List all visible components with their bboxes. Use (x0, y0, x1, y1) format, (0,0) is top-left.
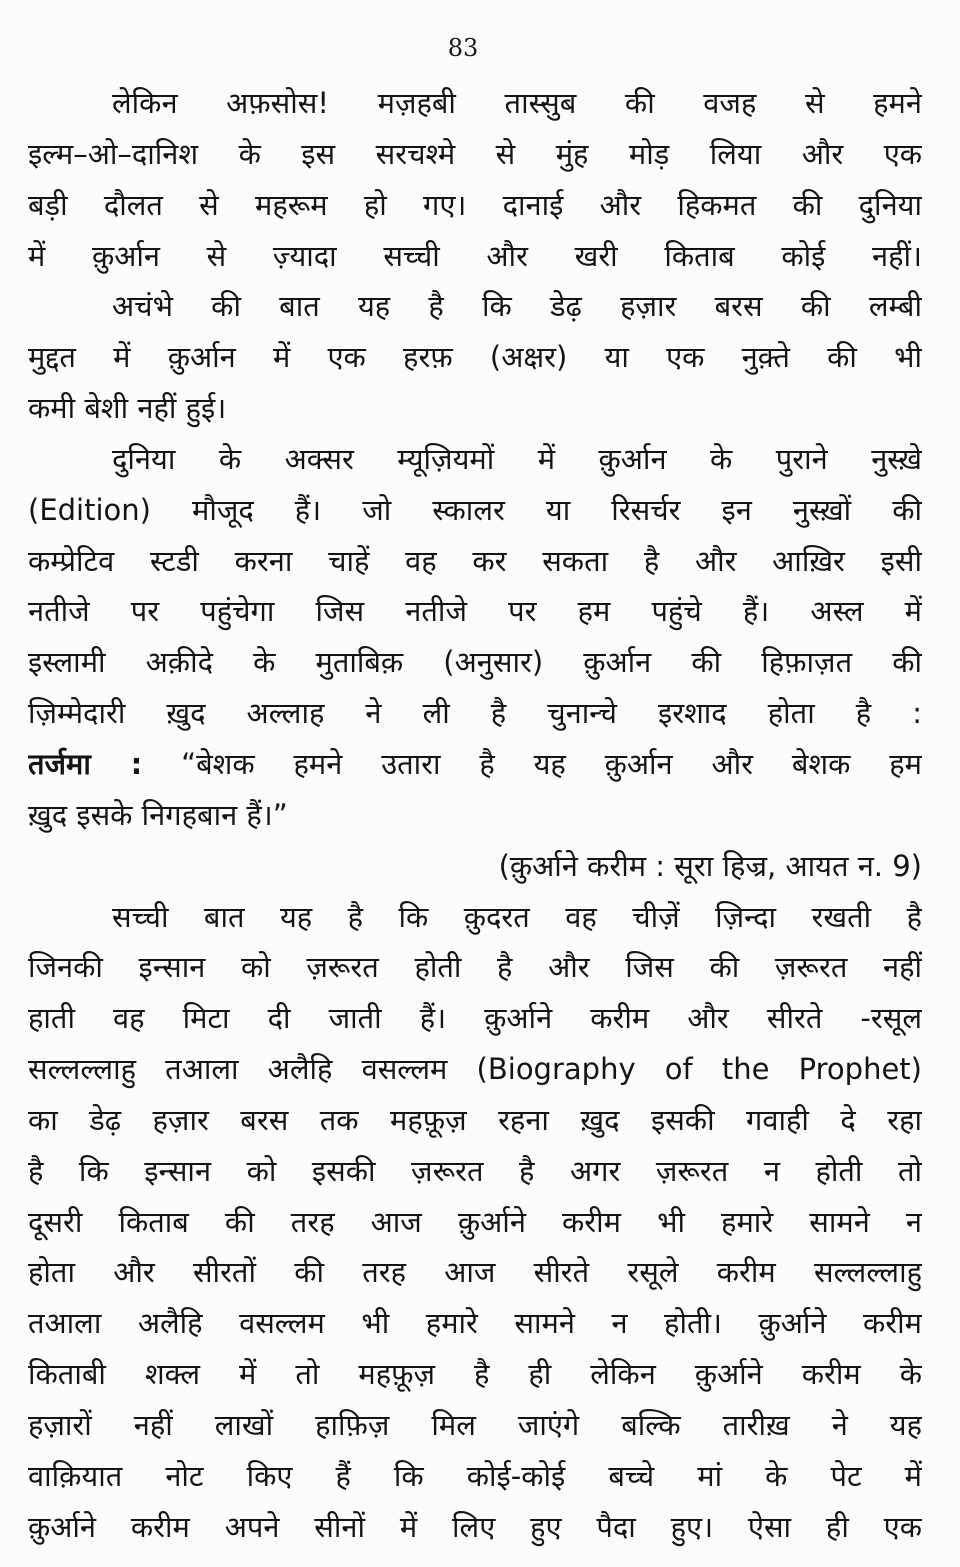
text-line: लेकिन अफ़सोस! मज़हबी तास्सुब की वजह से हमने (112, 86, 922, 120)
page-body (28, 78, 922, 1552)
text-line: सल्लल्लाहु तआला अलैहि वसल्लम (Biography of the Prophet) (28, 1052, 922, 1087)
text-line: कम्प्रेटिव स्टडी करना चाहें वह कर सकता है और आख़िर इसी (28, 543, 922, 578)
text-line: दूसरी किताब की तरह आज क़ुर्आने करीम भी हमारे सामने न (28, 1204, 922, 1239)
paragraph (28, 78, 922, 281)
text-line: इल्म–ओ–दानिश के इस सरचश्मे से मुंह मोड़ लिया और एक (28, 136, 922, 171)
text-line: ज़िम्मेदारी ख़ुद अल्लाह ने ली है चुनान्चे इरशाद होता है : (28, 696, 922, 731)
text-line: मुद्दत में क़ुर्आन में एक हरफ़ (अक्षर) या एक नुक़्ते की भी (28, 340, 922, 375)
quote-line: ख़ुद इसके निगहबान हैं।” (28, 797, 288, 832)
quote-line (28, 739, 922, 790)
text-line: हाती वह मिटा दी जाती हैं। क़ुर्आने करीम और सीरते -रसूल (28, 1001, 922, 1036)
paragraph (28, 281, 922, 434)
text-line: किताबी शक्ल में तो महफ़ूज़ है ही लेकिन क़ुर्आने करीम के (28, 1357, 922, 1392)
text-line: में क़ुर्आन से ज़्यादा सच्ची और खरी किताब कोई नहीं। (28, 238, 922, 273)
text-line: (Edition) मौजूद हैं। जो स्कालर या रिसर्चर इन नुस्ख़ों की (28, 492, 922, 527)
text-line: सच्ची बात यह है कि क़ुदरत वह चीज़ें ज़िन्दा रखती है (112, 899, 922, 934)
quran-citation: (क़ुर्आने करीम : सूरा हिज्र, आयत न. 9) (498, 848, 922, 883)
text-line: नतीजे पर पहुंचेगा जिस नतीजे पर हम पहुंचे हैं। अस्ल में (28, 594, 922, 629)
text-line: क़ुर्आने करीम अपने सीनों में लिए हुए पैदा हुए। ऐसा ही एक (28, 1509, 922, 1544)
text-line: बड़ी दौलत से महरूम हो गए। दानाई और हिकमत की दुनिया (28, 187, 922, 222)
text-line: वाक़ियात नोट किए हैं कि कोई-कोई बच्चे मां के पेट में (28, 1458, 922, 1493)
text-line: अचंभे की बात यह है कि डेढ़ हज़ार बरस की लम्बी (112, 289, 922, 324)
paragraph (28, 434, 922, 739)
page-number: 83 (447, 34, 479, 62)
text-line: इस्लामी अक़ीदे के मुताबिक़ (अनुसार) क़ुर्आन की हिफ़ाज़त की (28, 645, 922, 680)
translation-label: तर्जमा : (28, 746, 143, 781)
text-line: है कि इन्सान को इसकी ज़रूरत है अगर ज़रूरत न होती तो (28, 1153, 922, 1188)
text-line: दुनिया के अक्सर म्यूज़ियमों में क़ुर्आन के पुराने नुस्ख़े (112, 441, 922, 476)
text-line: हज़ारों नहीं लाखों हाफ़िज़ मिल जाएंगे बल्कि तारीख़ ने यह (28, 1407, 922, 1442)
text-line: का डेढ़ हज़ार बरस तक महफ़ूज़ रहना ख़ुद इसकी गवाही दे रहा (28, 1102, 922, 1137)
translation-quote (28, 739, 922, 892)
quote-text: “बेशक हमने उतारा है यह क़ुर्आन और बेशक हम (181, 746, 922, 781)
text-line: कमी बेशी नहीं हुई। (28, 391, 227, 426)
text-line: जिनकी इन्सान को ज़रूरत होती है और जिस की ज़रूरत नहीं (28, 950, 922, 985)
paragraph (28, 892, 922, 1553)
text-line: तआला अलैहि वसल्लम भी हमारे सामने न होती। क़ुर्आने करीम (28, 1306, 922, 1341)
text-line: होता और सीरतों की तरह आज सीरते रसूले करीम सल्लल्लाहु (28, 1255, 922, 1290)
